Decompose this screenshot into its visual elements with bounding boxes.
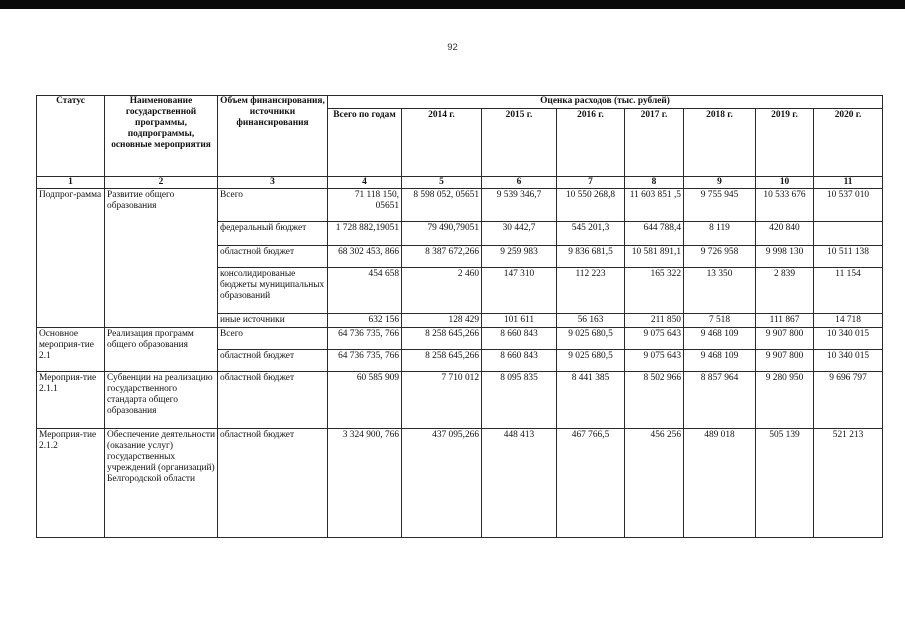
total-value-cell: 64 736 735, 766	[328, 350, 402, 372]
year-value-cell: 9 468 109	[684, 350, 756, 372]
year-value-cell: 10 533 676	[756, 189, 814, 222]
column-number-row	[37, 177, 883, 189]
year-value-cell: 111 867	[756, 314, 814, 328]
year-value-cell: 8 857 964	[684, 372, 756, 429]
year-value-cell: 456 256	[625, 429, 684, 538]
program-name-cell: Развитие общего образования	[105, 189, 218, 328]
year-value-cell: 211 850	[625, 314, 684, 328]
funding-source-cell: иные источники	[218, 314, 328, 328]
program-name-cell: Реализация программ общего образования	[105, 328, 218, 372]
year-value-cell: 10 537 010	[814, 189, 883, 222]
funding-source-cell: областной бюджет	[218, 350, 328, 372]
page-number: 92	[447, 42, 458, 53]
header-year: 2018 г.	[684, 109, 756, 177]
funding-source-cell: областной бюджет	[218, 246, 328, 268]
year-value-cell: 10 340 015	[814, 350, 883, 372]
year-value-cell: 56 163	[557, 314, 625, 328]
year-value-cell: 9 075 643	[625, 328, 684, 350]
column-number: 7	[557, 177, 625, 189]
year-value-cell: 7 518	[684, 314, 756, 328]
year-value-cell: 8 660 843	[482, 350, 557, 372]
year-value-cell: 11 154	[814, 268, 883, 314]
column-number: 6	[482, 177, 557, 189]
year-value-cell: 420 840	[756, 222, 814, 246]
year-value-cell: 8 095 835	[482, 372, 557, 429]
year-value-cell: 7 710 012	[402, 372, 482, 429]
year-value-cell: 467 766,5	[557, 429, 625, 538]
year-value-cell: 79 490,79051	[402, 222, 482, 246]
funding-source-cell: федеральный бюджет	[218, 222, 328, 246]
year-value-cell: 8 441 385	[557, 372, 625, 429]
status-cell: Мероприя-тие 2.1.2	[37, 429, 105, 538]
year-value-cell: 437 095,266	[402, 429, 482, 538]
year-value-cell: 10 511 138	[814, 246, 883, 268]
year-value-cell: 8 258 645,266	[402, 350, 482, 372]
year-value-cell: 128 429	[402, 314, 482, 328]
total-value-cell: 632 156	[328, 314, 402, 328]
header-year: 2020 г.	[814, 109, 883, 177]
year-value-cell: 8 258 645,266	[402, 328, 482, 350]
year-value-cell: 10 550 268,8	[557, 189, 625, 222]
year-value-cell: 9 998 130	[756, 246, 814, 268]
year-value-cell: 11 603 851 ,5	[625, 189, 684, 222]
year-value-cell: 10 340 015	[814, 328, 883, 350]
column-number: 9	[684, 177, 756, 189]
year-value-cell: 2 839	[756, 268, 814, 314]
year-value-cell: 13 350	[684, 268, 756, 314]
scan-top-border	[0, 0, 905, 9]
year-value-cell: 9 025 680,5	[557, 328, 625, 350]
status-cell: Основное мероприя-тие 2.1	[37, 328, 105, 372]
funding-source-cell: консолидированые бюджеты муниципальных образований	[218, 268, 328, 314]
year-value-cell: 545 201,3	[557, 222, 625, 246]
year-value-cell: 9 539 346,7	[482, 189, 557, 222]
year-value-cell: 8 119	[684, 222, 756, 246]
year-value-cell: 9 907 800	[756, 328, 814, 350]
funding-source-cell: областной бюджет	[218, 429, 328, 538]
header-year: 2014 г.	[402, 109, 482, 177]
year-value-cell: 448 413	[482, 429, 557, 538]
year-value-cell: 165 322	[625, 268, 684, 314]
year-value-cell: 9 726 958	[684, 246, 756, 268]
program-name-cell: Обеспечение деятельности (оказание услуг) государственных учреждений (организаций) Белгородской области	[105, 429, 218, 538]
column-number: 11	[814, 177, 883, 189]
year-value-cell: 521 213	[814, 429, 883, 538]
year-value-cell: 8 598 052, 05651	[402, 189, 482, 222]
budget-table	[36, 95, 883, 538]
table-row	[37, 189, 883, 222]
table-row	[37, 328, 883, 350]
funding-source-cell: Всего	[218, 189, 328, 222]
program-name-cell: Субвенции на реализацию государственного стандарта общего образования	[105, 372, 218, 429]
column-number: 4	[328, 177, 402, 189]
year-value-cell: 112 223	[557, 268, 625, 314]
table-body	[37, 189, 883, 538]
header-estimate: Оценка расходов (тыс. рублей)	[328, 96, 883, 109]
year-value-cell: 9 836 681,5	[557, 246, 625, 268]
header-volume: Объем финансирования, источники финансирования	[218, 96, 328, 177]
year-value-cell: 9 259 983	[482, 246, 557, 268]
header-total: Всего по годам	[328, 109, 402, 177]
year-value-cell: 505 139	[756, 429, 814, 538]
total-value-cell: 1 728 882,19051	[328, 222, 402, 246]
year-value-cell: 8 387 672,266	[402, 246, 482, 268]
total-value-cell: 68 302 453, 866	[328, 246, 402, 268]
year-value-cell: 2 460	[402, 268, 482, 314]
year-value-cell: 14 718	[814, 314, 883, 328]
table-header	[37, 96, 883, 189]
total-value-cell: 60 585 909	[328, 372, 402, 429]
year-value-cell: 9 907 800	[756, 350, 814, 372]
column-number: 2	[105, 177, 218, 189]
header-year: 2015 г.	[482, 109, 557, 177]
total-value-cell: 3 324 900, 766	[328, 429, 402, 538]
column-number: 1	[37, 177, 105, 189]
year-value-cell: 9 025 680,5	[557, 350, 625, 372]
year-value-cell: 8 502 966	[625, 372, 684, 429]
total-value-cell: 64 736 735, 766	[328, 328, 402, 350]
table-row	[37, 429, 883, 538]
status-cell: Подпрог-рамма	[37, 189, 105, 328]
funding-source-cell: областной бюджет	[218, 372, 328, 429]
column-number: 3	[218, 177, 328, 189]
status-cell: Мероприя-тие 2.1.1	[37, 372, 105, 429]
year-value-cell: 9 696 797	[814, 372, 883, 429]
header-year: 2017 г.	[625, 109, 684, 177]
column-number: 5	[402, 177, 482, 189]
year-value-cell: 30 442,7	[482, 222, 557, 246]
year-value-cell: 9 755 945	[684, 189, 756, 222]
column-number: 8	[625, 177, 684, 189]
year-value-cell	[814, 222, 883, 246]
funding-source-cell: Всего	[218, 328, 328, 350]
year-value-cell: 9 280 950	[756, 372, 814, 429]
header-name: Наименование государственной программы, подпрограммы, основные мероприятия	[105, 96, 218, 177]
year-value-cell: 8 660 843	[482, 328, 557, 350]
year-value-cell: 9 468 109	[684, 328, 756, 350]
column-number: 10	[756, 177, 814, 189]
total-value-cell: 71 118 150, 05651	[328, 189, 402, 222]
header-status: Статус	[37, 96, 105, 177]
header-year: 2019 г.	[756, 109, 814, 177]
year-value-cell: 101 611	[482, 314, 557, 328]
year-value-cell: 644 788,4	[625, 222, 684, 246]
table-row	[37, 372, 883, 429]
header-year: 2016 г.	[557, 109, 625, 177]
year-value-cell: 147 310	[482, 268, 557, 314]
year-value-cell: 9 075 643	[625, 350, 684, 372]
total-value-cell: 454 658	[328, 268, 402, 314]
year-value-cell: 489 018	[684, 429, 756, 538]
year-value-cell: 10 581 891,1	[625, 246, 684, 268]
